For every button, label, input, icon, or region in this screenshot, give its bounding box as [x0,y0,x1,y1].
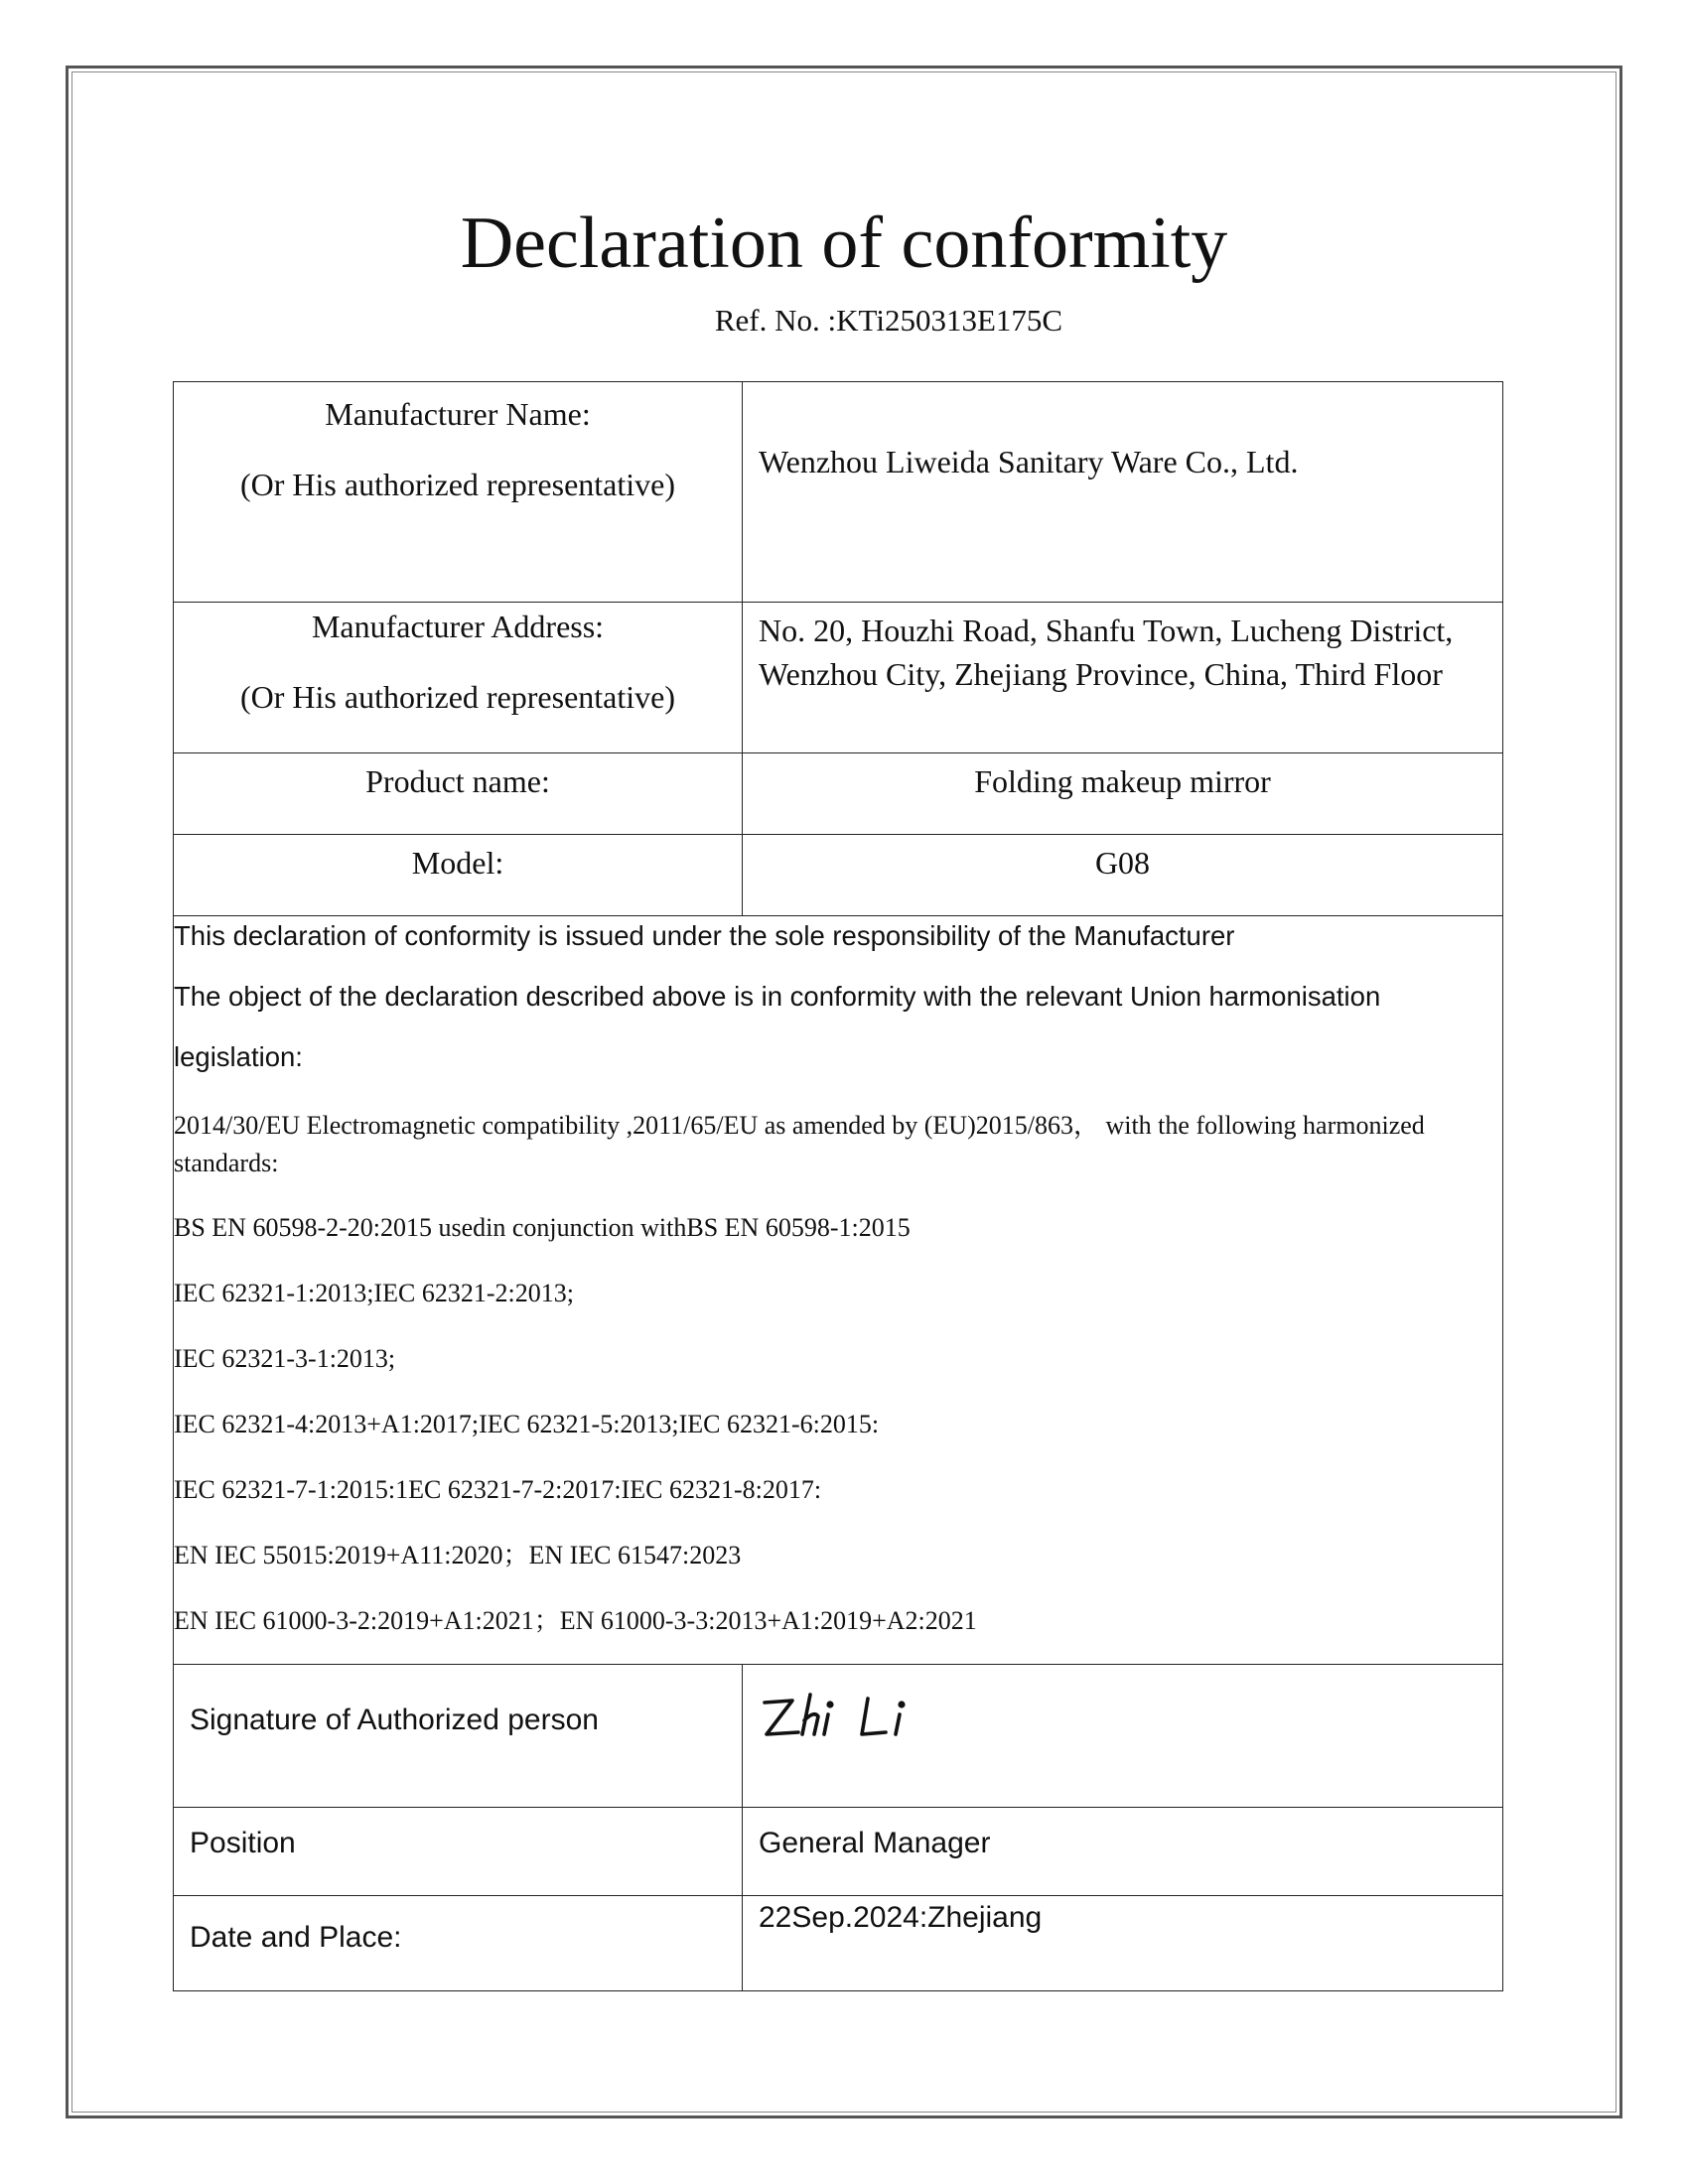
reference-number [0,301,1688,341]
declaration-statement-1: This declaration of conformity is issued under the sole responsibility of the Manufacturer [174,920,1235,951]
manufacturer-address-row [174,603,1503,753]
position-row [174,1808,1503,1896]
signature-cell [743,1665,1503,1808]
reference-label: Ref. No. : [714,303,837,338]
date-place-label: Date and Place: [174,1896,743,1991]
product-name-label: Product name: [174,753,743,835]
standard-line: EN IEC 55015:2019+A11:2020；EN IEC 61547:2023 [174,1541,742,1570]
model-row [174,835,1503,916]
manufacturer-name-sublabel: (Or His authorized representative) [239,467,676,502]
manufacturer-name-value: Wenzhou Liweida Sanitary Ware Co., Ltd. [743,382,1503,603]
manufacturer-address-sublabel: (Or His authorized representative) [239,679,676,715]
declaration-statement-2: The object of the declaration described above is in conformity with the relevant Union harmonisation [174,981,1381,1012]
date-place-value: 22Sep.2024:Zhejiang [743,1896,1503,1991]
product-name-row [174,753,1503,835]
declaration-row [174,916,1503,1665]
reference-value: KTi250313E175C [836,303,1063,338]
signature-label: Signature of Authorized person [174,1665,743,1808]
manufacturer-name-label: Manufacturer Name: [325,396,591,432]
date-place-row [174,1896,1503,1991]
position-value: General Manager [743,1808,1503,1896]
manufacturer-name-row [174,382,1503,603]
signature-row [174,1665,1503,1808]
product-name-value: Folding makeup mirror [743,753,1503,835]
manufacturer-address-value: No. 20, Houzhi Road, Shanfu Town, Lucheng District, Wenzhou City, Zhejiang Province, China, Third Floor [743,603,1503,753]
document-title: Declaration of conformity [460,203,1228,284]
directives-text: 2014/30/EU Electromagnetic compatibility ,2011/65/EU as amended by (EU)2015/863， with the following harmonized standards: [174,1111,1425,1177]
standard-line: IEC 62321-4:2013+A1:2017;IEC 62321-5:2013;IEC 62321-6:2015: [174,1410,880,1438]
declaration-statement-3: legislation: [174,1041,303,1072]
model-value: G08 [743,835,1503,916]
manufacturer-address-label-cell [174,603,743,753]
model-label: Model: [174,835,743,916]
declaration-table [173,381,1503,1991]
handwritten-signature [759,1689,927,1748]
standard-line: EN IEC 61000-3-2:2019+A1:2021；EN 61000-3-3:2013+A1:2019+A2:2021 [174,1606,977,1635]
standard-line: IEC 62321-7-1:2015:1EC 62321-7-2:2017:IEC 62321-8:2017: [174,1475,822,1504]
standard-line: IEC 62321-1:2013;IEC 62321-2:2013; [174,1279,574,1307]
declaration-cell [174,916,1503,1665]
manufacturer-address-label: Manufacturer Address: [311,609,605,644]
position-label: Position [174,1808,743,1896]
standard-line: BS EN 60598-2-20:2015 usedin conjunction withBS EN 60598-1:2015 [174,1213,911,1242]
manufacturer-name-label-cell [174,382,743,603]
standard-line: IEC 62321-3-1:2013; [174,1344,396,1373]
